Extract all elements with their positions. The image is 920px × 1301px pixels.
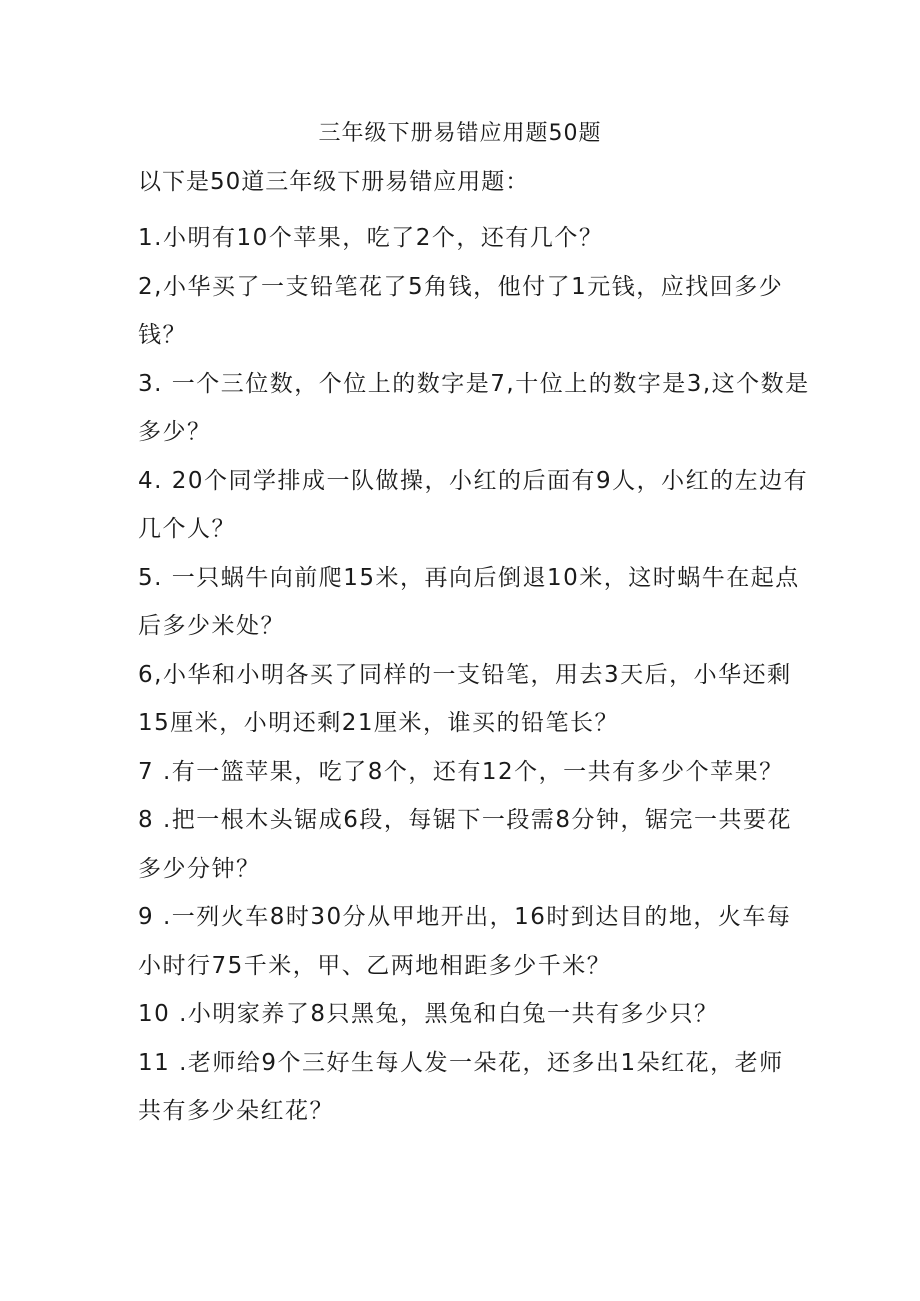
question-item	[138, 1039, 788, 1136]
question-line: 后多少米处？	[138, 613, 285, 639]
question-item	[138, 457, 809, 554]
question-line: 6,小华和小明各买了同样的一支铅笔，用去3天后，小华还剩	[138, 661, 792, 688]
question-line: 钱？	[138, 322, 187, 348]
question-item	[138, 360, 810, 457]
question-line: 11 .老师给9个三好生每人发一朵花，还多出1朵红花，老师	[138, 1049, 784, 1076]
question-line: 多少？	[138, 419, 212, 445]
question-line: 1.小明有10个苹果，吃了2个，还有几个？	[138, 225, 604, 251]
question-line: 7 .有一篮苹果，吃了8个，还有12个，一共有多少个苹果？	[138, 758, 784, 785]
question-line: 小时行75千米，甲、乙两地相距多少千米？	[138, 952, 612, 979]
question-item	[138, 796, 793, 893]
question-item	[138, 214, 788, 263]
question-line: 多少分钟？	[138, 855, 261, 882]
question-line: 2,小华买了一支铅笔花了5角钱，他付了1元钱，应找回多少	[138, 273, 784, 300]
question-item	[138, 990, 788, 1039]
question-line: 几个人？	[138, 516, 236, 542]
question-line: 4. 20个同学排成一队做操，小红的后面有9人，小红的左边有	[138, 467, 809, 494]
question-line: 15厘米，小明还剩21厘米，谁买的铅笔长？	[138, 710, 620, 736]
question-item	[138, 263, 788, 360]
question-item	[138, 554, 800, 651]
question-line: 3. 一个三位数，个位上的数字是7,十位上的数字是3,这个数是	[138, 370, 810, 397]
question-item	[138, 893, 792, 990]
question-line: 5. 一只蜗牛向前爬15米，再向后倒退10米，这时蜗牛在起点	[138, 564, 800, 591]
document-intro: 以下是50道三年级下册易错应用题：	[138, 169, 530, 195]
question-line: 10 .小明家养了8只黑兔，黑兔和白兔一共有多少只？	[138, 1001, 719, 1027]
question-line: 9 .一列火车8时30分从甲地开出，16时到达目的地，火车每	[138, 904, 792, 930]
question-line: 8 .把一根木头锯成6段，每锯下一段需8分钟，锯完一共要花	[138, 807, 793, 833]
document-title: 三年级下册易错应用题50题	[318, 121, 602, 146]
question-item	[138, 748, 788, 797]
question-list	[138, 214, 810, 1136]
question-item	[138, 651, 792, 748]
question-line: 共有多少朵红花？	[138, 1098, 334, 1124]
